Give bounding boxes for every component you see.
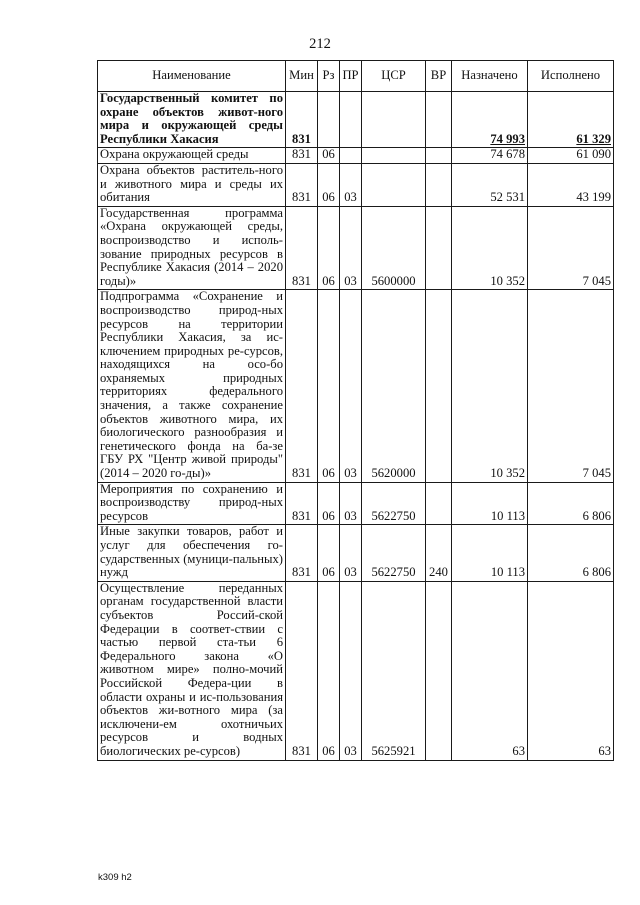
column-header-name: Наименование: [98, 61, 286, 92]
row-min: 831: [286, 482, 318, 525]
row-pr: [340, 148, 362, 164]
row-min: 831: [286, 163, 318, 206]
footer-code: k309 h2: [98, 872, 132, 883]
row-vr: [426, 92, 452, 148]
row-planned: 74 678: [452, 148, 528, 164]
row-executed: 61 329: [528, 92, 614, 148]
row-min: 831: [286, 525, 318, 581]
row-name: Иные закупки товаров, работ и услуг для обеспечения го-сударственных (муници-пальных) нужд: [98, 525, 286, 581]
column-header-pr: ПР: [340, 61, 362, 92]
row-executed: 43 199: [528, 163, 614, 206]
column-header-csr: ЦСР: [362, 61, 426, 92]
row-vr: [426, 163, 452, 206]
row-csr: [362, 148, 426, 164]
row-rz: 06: [318, 163, 340, 206]
row-csr: [362, 92, 426, 148]
column-header-executed: Исполнено: [528, 61, 614, 92]
row-csr: 5625921: [362, 581, 426, 760]
row-rz: 06: [318, 206, 340, 290]
row-planned: 10 113: [452, 482, 528, 525]
row-pr: 03: [340, 206, 362, 290]
table-row: [98, 92, 614, 148]
row-pr: [340, 92, 362, 148]
row-min: 831: [286, 206, 318, 290]
table-row: [98, 148, 614, 164]
row-csr: [362, 163, 426, 206]
row-min: 831: [286, 581, 318, 760]
table-row: [98, 290, 614, 482]
row-planned: 10 113: [452, 525, 528, 581]
row-vr: [426, 290, 452, 482]
row-vr: [426, 148, 452, 164]
column-header-planned: Назначено: [452, 61, 528, 92]
row-planned: 63: [452, 581, 528, 760]
header-row: [98, 61, 614, 92]
row-planned: 10 352: [452, 290, 528, 482]
table-row: [98, 163, 614, 206]
row-pr: 03: [340, 290, 362, 482]
row-name: Подпрограмма «Сохранение и воспроизводство природ-ных ресурсов на территории Республики Хакасия, за ис-ключением природных ре-сурсов, находящихся на осо-бо охраняемых природных территориях федерального значения, а также сохранение объектов животного мира, их биологического разнообразия и генетического фонда на ба-зе ГБУ РХ "Центр живой природы" (2014 – 2020 го-ды)»: [98, 290, 286, 482]
row-min: 831: [286, 148, 318, 164]
row-rz: 06: [318, 482, 340, 525]
table-row: [98, 482, 614, 525]
row-rz: 06: [318, 581, 340, 760]
row-executed: 6 806: [528, 482, 614, 525]
row-name: Мероприятия по сохранению и воспроизводству природ-ных ресурсов: [98, 482, 286, 525]
row-executed: 7 045: [528, 206, 614, 290]
row-vr: [426, 482, 452, 525]
row-name: Охрана объектов раститель-ного и животного мира и среды их обитания: [98, 163, 286, 206]
row-rz: 06: [318, 290, 340, 482]
row-planned: 74 993: [452, 92, 528, 148]
row-csr: 5622750: [362, 482, 426, 525]
row-pr: 03: [340, 525, 362, 581]
row-csr: 5620000: [362, 290, 426, 482]
column-header-rz: Рз: [318, 61, 340, 92]
row-rz: [318, 92, 340, 148]
row-rz: 06: [318, 525, 340, 581]
row-name: Осуществление переданных органам государственной власти субъектов Россий-ской Федерации в соответ-ствии с частью первой ста-тьи 6 Федерального закона «О животном мире» полно-мочий Российской Федера-ции в области охраны и ис-пользования объектов жи-вотного мира (за исключени-ем охотничьих ресурсов и водных биологических ре-сурсов): [98, 581, 286, 760]
row-min: 831: [286, 92, 318, 148]
row-pr: 03: [340, 163, 362, 206]
table-row: [98, 525, 614, 581]
row-name: Государственная программа «Охрана окружающей среды, воспроизводство и исполь-зование природных ресурсов в Республике Хакасия (2014 – 2020 годы)»: [98, 206, 286, 290]
row-min: 831: [286, 290, 318, 482]
row-executed: 6 806: [528, 525, 614, 581]
row-csr: 5600000: [362, 206, 426, 290]
table-row: [98, 206, 614, 290]
row-rz: 06: [318, 148, 340, 164]
budget-table: [97, 60, 614, 761]
row-name: Государственный комитет по охране объектов живот-ного мира и окружающей среды Республики Хакасия: [98, 92, 286, 148]
column-header-min: Мин: [286, 61, 318, 92]
row-vr: [426, 581, 452, 760]
page-number: 212: [309, 36, 331, 52]
row-csr: 5622750: [362, 525, 426, 581]
row-executed: 61 090: [528, 148, 614, 164]
row-planned: 10 352: [452, 206, 528, 290]
column-header-vr: ВР: [426, 61, 452, 92]
row-pr: 03: [340, 482, 362, 525]
row-executed: 63: [528, 581, 614, 760]
row-vr: [426, 206, 452, 290]
table-row: [98, 581, 614, 760]
row-executed: 7 045: [528, 290, 614, 482]
row-pr: 03: [340, 581, 362, 760]
row-planned: 52 531: [452, 163, 528, 206]
row-name: Охрана окружающей среды: [98, 148, 286, 164]
row-vr: 240: [426, 525, 452, 581]
